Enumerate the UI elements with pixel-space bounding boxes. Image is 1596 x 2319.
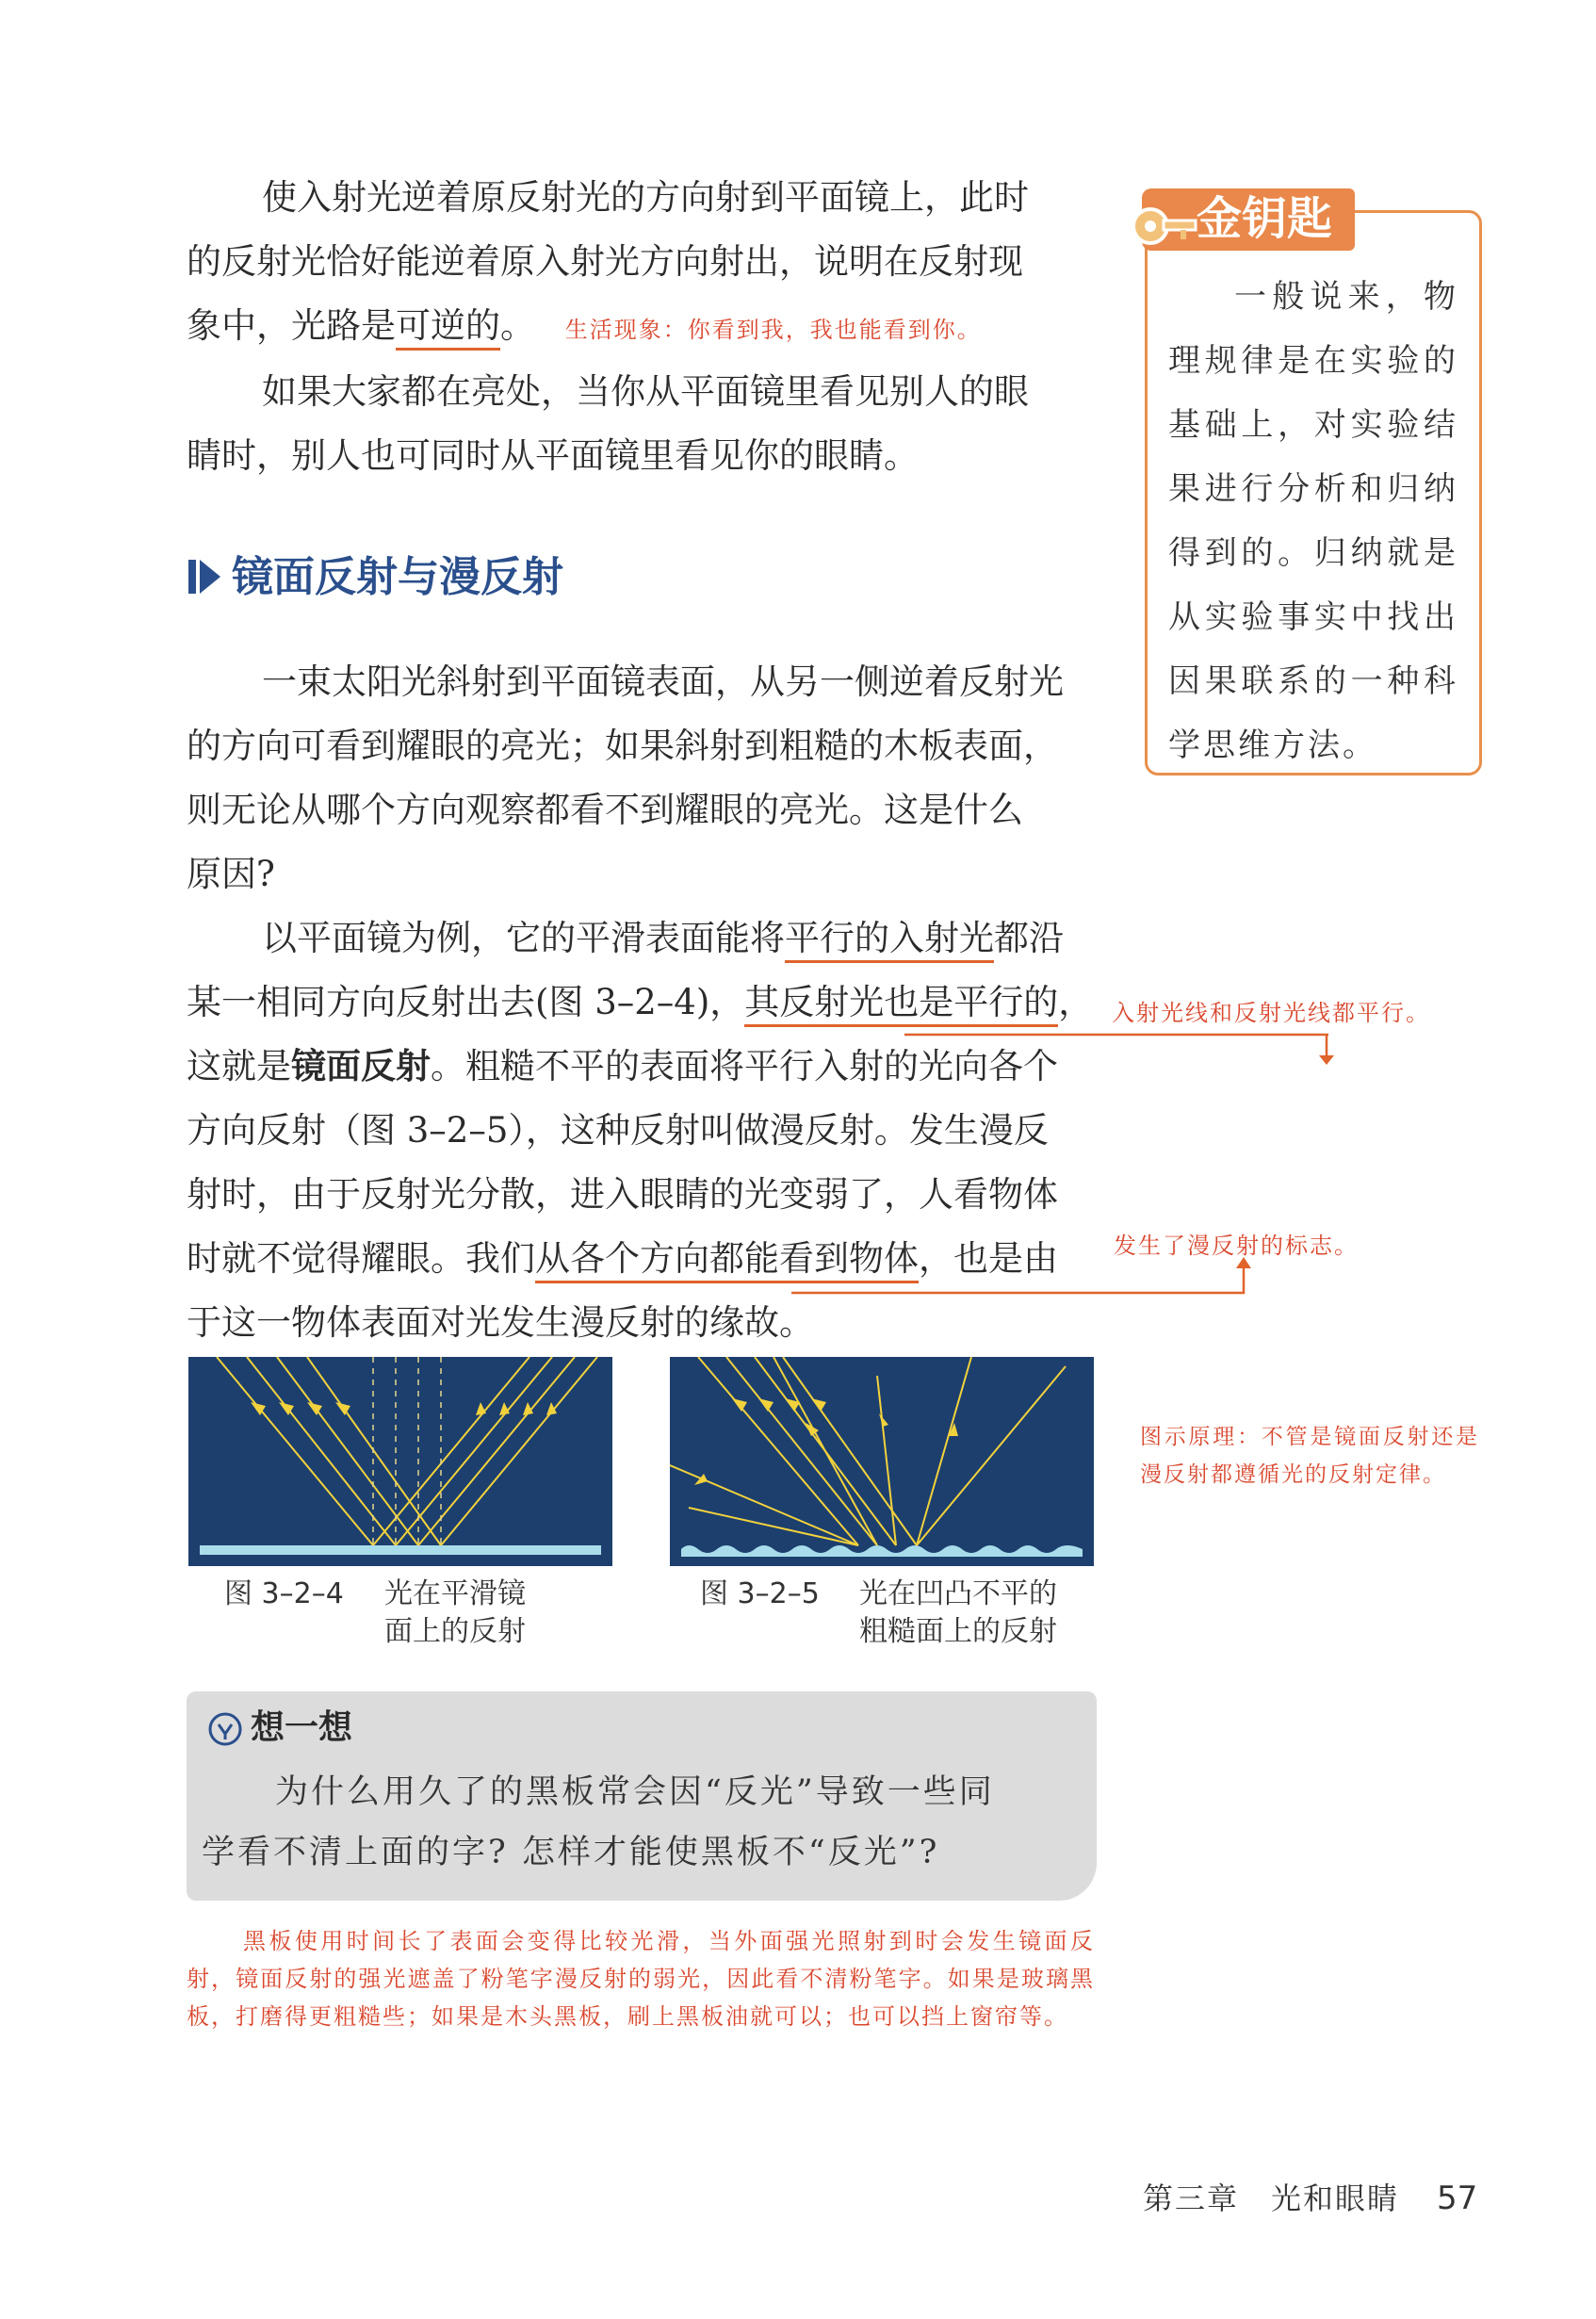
golden-key-title: 金钥匙 bbox=[1197, 192, 1333, 245]
paragraph-mirror-eyes bbox=[187, 360, 1099, 488]
figure-2-number: 图 3–2–5 bbox=[700, 1577, 820, 1610]
footer-chapter: 第三章 光和眼睛 bbox=[1143, 2180, 1400, 2216]
text-fragment: 以平面镜为例，它的平滑表面能将 bbox=[262, 918, 785, 958]
figure-specular-reflection bbox=[188, 1357, 612, 1566]
underlined-term: 从各个方向都能看到物体 bbox=[535, 1238, 919, 1283]
margin-note-figures: 图示原理：不管是镜面反射还是漫反射都遵循光的反射定律。 bbox=[1140, 1425, 1479, 1487]
text-line: 于这一物体表面对光发生漫反射的缘故。 bbox=[187, 1302, 814, 1343]
paragraph-reversibility bbox=[187, 166, 1099, 358]
underlined-term: 平行的入射光 bbox=[785, 918, 994, 963]
text-line: 原因? bbox=[187, 854, 275, 894]
text-line: 的方向可看到耀眼的亮光；如果斜射到粗糙的木板表面， bbox=[187, 726, 1058, 766]
text-fragment: 都沿 bbox=[994, 918, 1064, 958]
text-fragment: 象中，光路是 bbox=[187, 305, 396, 346]
text-line: 一束太阳光斜射到平面镜表面，从另一侧逆着反射光 bbox=[262, 661, 1064, 702]
underlined-term: 其反射光也是平行的 bbox=[744, 982, 1058, 1027]
text-fragment: 。粗糙不平的表面将平行入射的光向各个 bbox=[431, 1046, 1058, 1086]
text-line: 的反射光恰好能逆着原入射光方向射出，说明在反射现 bbox=[187, 241, 1023, 282]
margin-note-reversible: 生活现象：你看到我，我也能看到你。 bbox=[564, 317, 982, 343]
golden-key-box bbox=[1145, 210, 1482, 776]
margin-note-parallel: 入射光线和反射光线都平行。 bbox=[1112, 1000, 1430, 1026]
text-fragment: ，也是由 bbox=[919, 1238, 1058, 1279]
underlined-term: 可逆的 bbox=[396, 305, 500, 351]
text-line: 使入射光逆着原反射光的方向射到平面镜上，此时 bbox=[262, 177, 1029, 218]
text-line: 方向反射（图 3–2–5），这种反射叫做漫反射。发生漫反 bbox=[187, 1110, 1049, 1151]
think-question bbox=[202, 1762, 1087, 1883]
think-icon bbox=[207, 1711, 245, 1749]
figure-diffuse-reflection bbox=[670, 1357, 1094, 1566]
text-fragment: ， bbox=[1058, 982, 1094, 1022]
page-number: 57 bbox=[1437, 2180, 1478, 2217]
text-fragment: 某一相同方向反射出去(图 3–2–4)， bbox=[187, 982, 745, 1022]
golden-key-paragraph: 一般说来，物理规律是在实验的基础上，对实验结果进行分析和归纳得到的。归纳就是从实验事实中找出因果联系的一种科学思维方法。 bbox=[1168, 278, 1458, 764]
bold-term: 镜面反射 bbox=[291, 1046, 431, 1086]
text-line bbox=[187, 294, 1099, 358]
key-icon bbox=[1126, 188, 1201, 254]
section-heading: 镜面反射与漫反射 bbox=[232, 553, 563, 601]
text-line: 如果大家都在亮处，当你从平面镜里看见别人的眼 bbox=[262, 371, 1029, 412]
think-title: 想一想 bbox=[251, 1708, 353, 1747]
margin-note-diffuse: 发生了漫反射的标志。 bbox=[1114, 1233, 1359, 1259]
think-question-line: 为什么用久了的黑板常会因“反光”导致一些同 bbox=[275, 1773, 995, 1811]
figure-specular-drawing bbox=[188, 1357, 612, 1566]
golden-key-text bbox=[1148, 213, 1479, 777]
section-marker-icon bbox=[187, 556, 224, 597]
text-line: 则无论从哪个方向观察都看不到耀眼的亮光。这是什么 bbox=[187, 790, 1023, 830]
figure-1-number: 图 3–2–4 bbox=[224, 1577, 344, 1610]
think-question-line: 学看不清上面的字? 怎样才能使黑板不“反光”? bbox=[202, 1834, 940, 1871]
text-fragment: 这就是 bbox=[187, 1046, 291, 1086]
figure-2-caption-line2: 粗糙面上的反射 bbox=[859, 1615, 1057, 1648]
figure-1-caption-line2: 面上的反射 bbox=[384, 1615, 526, 1648]
text-line bbox=[187, 906, 1099, 971]
text-fragment: 时就不觉得耀眼。我们 bbox=[187, 1238, 535, 1279]
text-fragment: 。 bbox=[500, 305, 535, 346]
answer-note: 黑板使用时间长了表面会变得比较光滑，当外面强光照射到时会发生镜面反射，镜面反射的强光遮盖了粉笔字漫反射的弱光，因此看不清粉笔字。如果是玻璃黑板，打磨得更粗糙些；如果是木头黑板，刷上黑板油就可以；也可以挡上窗帘等。 bbox=[187, 1928, 1095, 2030]
text-line: 睛时，别人也可同时从平面镜里看见你的眼睛。 bbox=[187, 435, 919, 476]
figure-1-caption-line1: 光在平滑镜 bbox=[384, 1577, 526, 1610]
paragraph-question bbox=[187, 650, 1099, 906]
figure-2-caption-line1: 光在凹凸不平的 bbox=[859, 1577, 1057, 1610]
figure-diffuse-drawing bbox=[670, 1357, 1094, 1566]
text-line: 射时，由于反射光分散，进入眼睛的光变弱了，人看物体 bbox=[187, 1174, 1058, 1215]
